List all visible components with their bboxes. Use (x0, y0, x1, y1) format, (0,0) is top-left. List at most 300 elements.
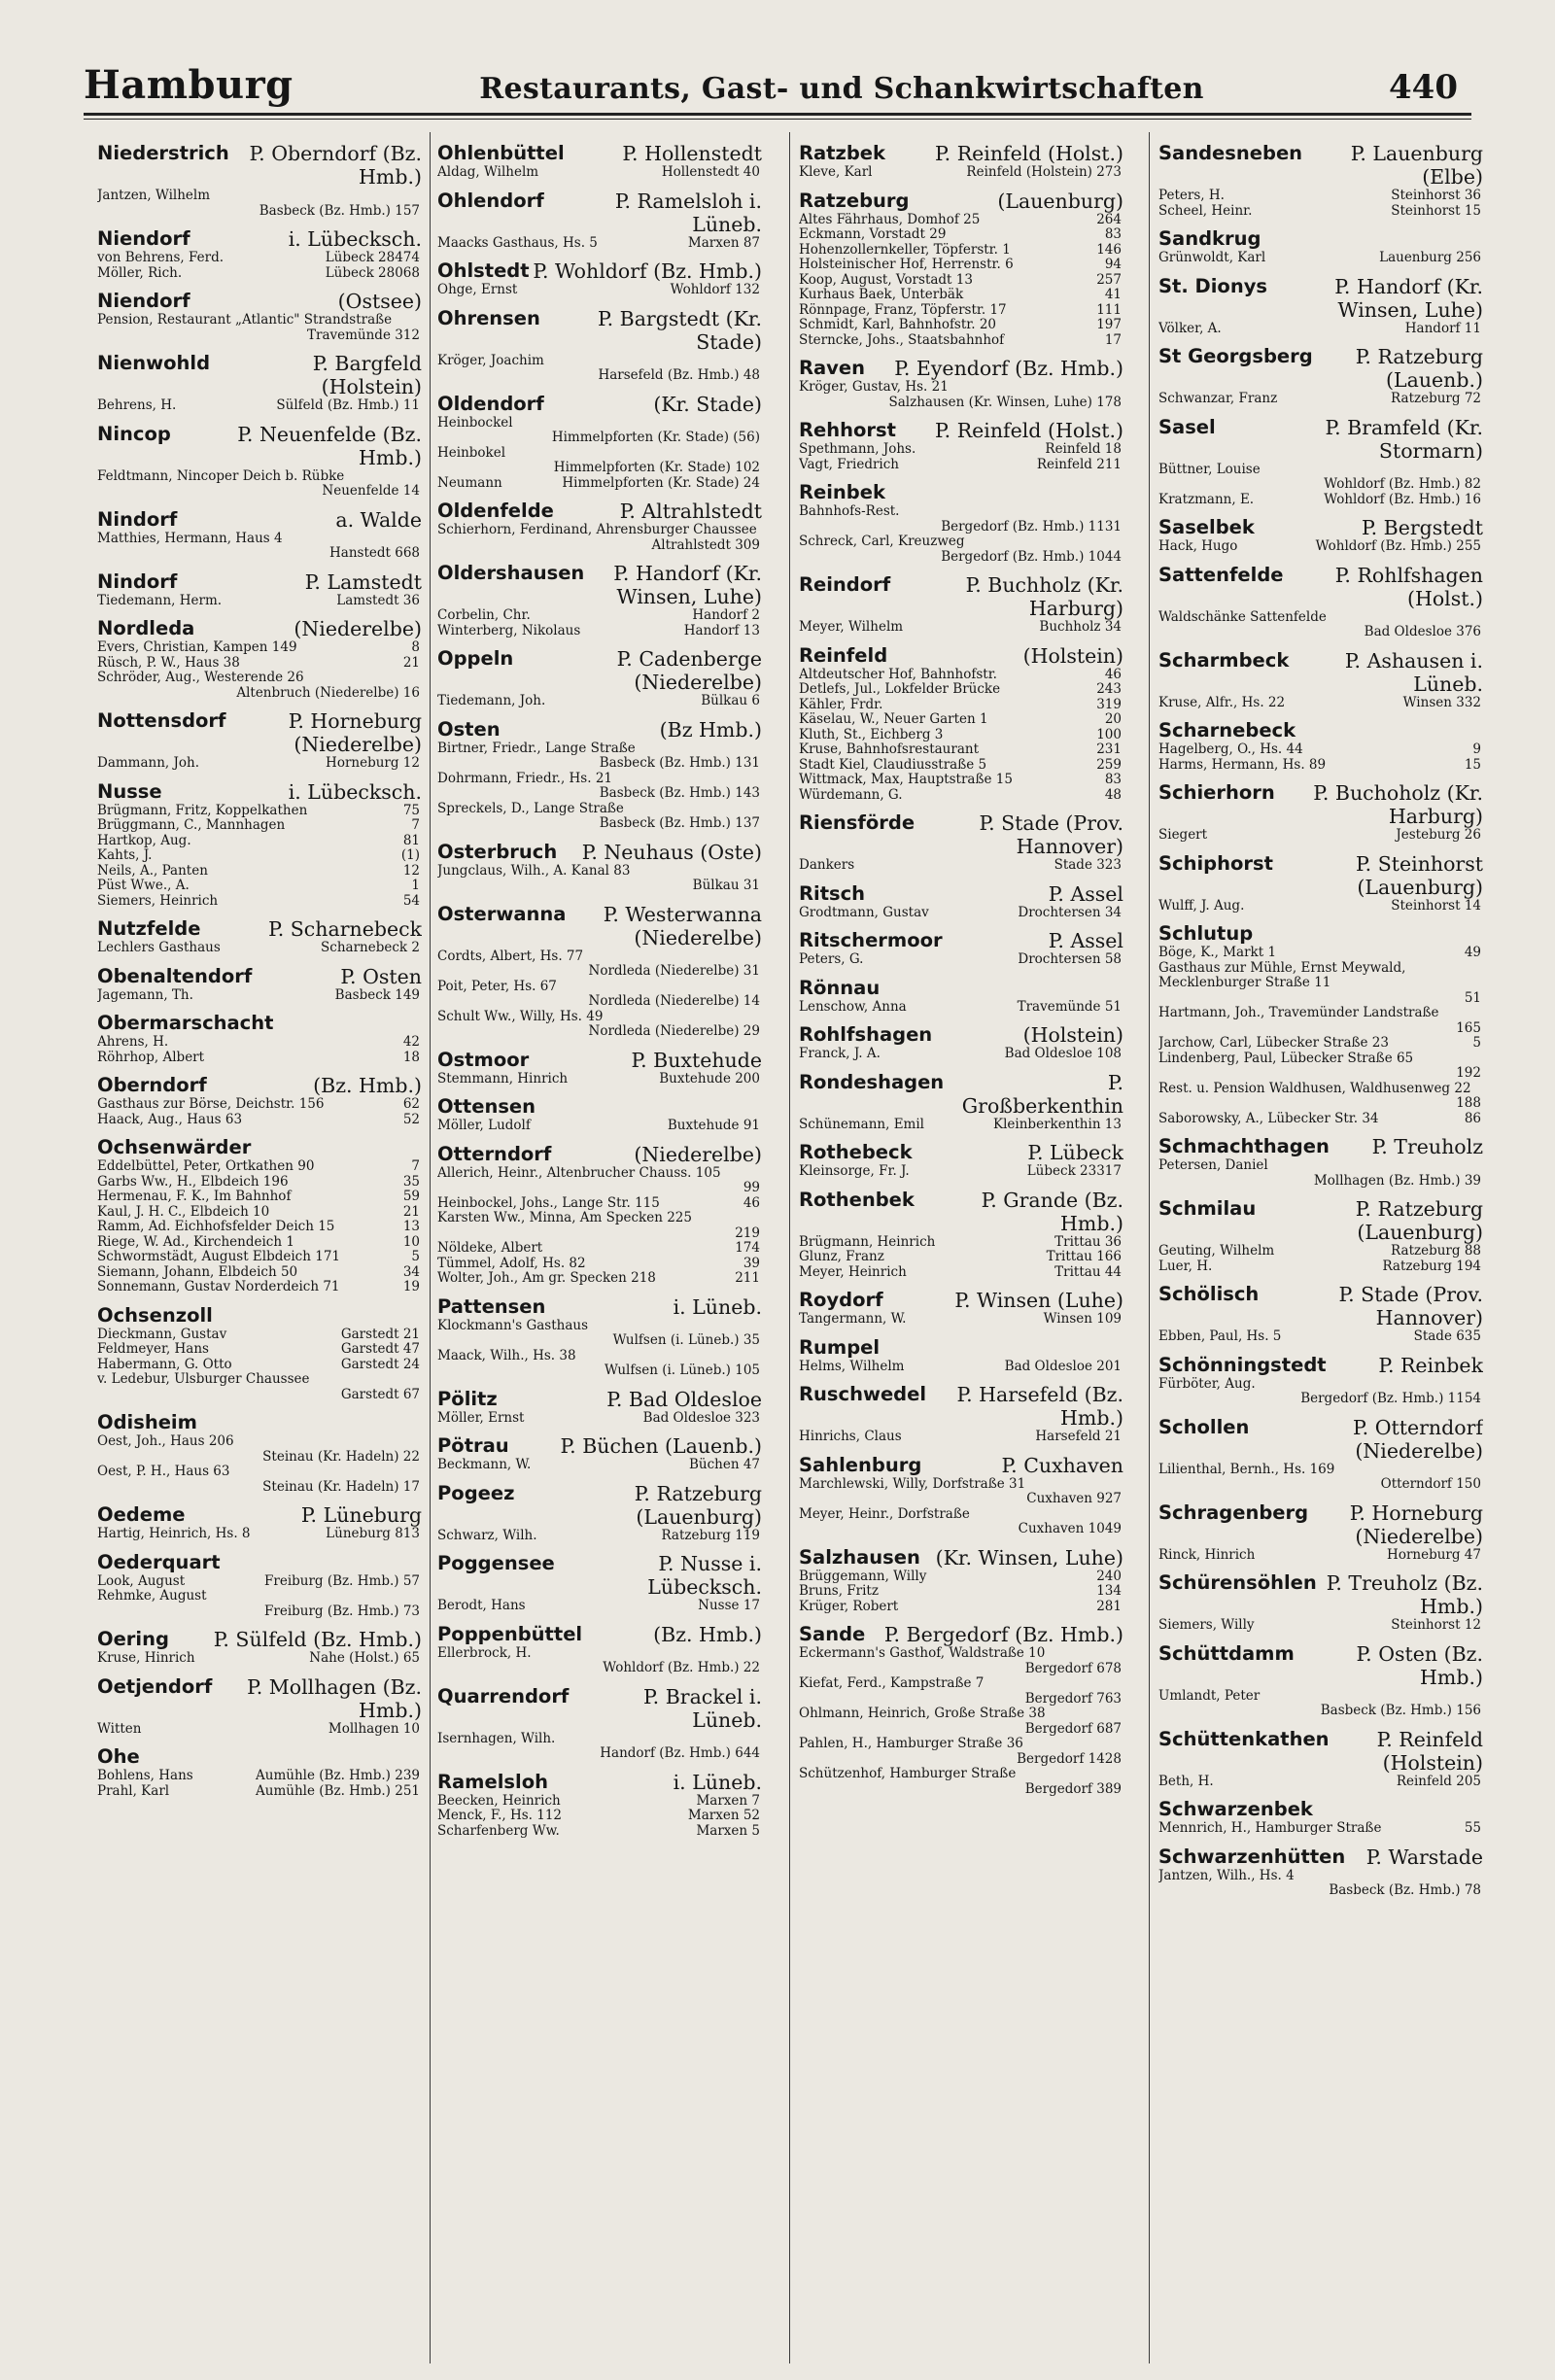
entry-name: Ellerbrock, H. (437, 1644, 532, 1661)
town-heading (97, 965, 422, 988)
directory-entry (799, 1250, 1123, 1265)
town-name: Otterndorf (437, 1142, 552, 1165)
town-section (1158, 564, 1483, 640)
entry-name: Beecken, Heinrich (437, 1792, 561, 1809)
town-section (1158, 227, 1483, 266)
directory-entry (437, 1349, 762, 1379)
town-heading (1158, 852, 1483, 899)
town-heading (799, 481, 1123, 504)
directory-entry (799, 458, 1123, 473)
town-postal-note: (Bz Hmb.) (659, 717, 762, 742)
entry-name: Siemers, Heinrich (97, 892, 219, 909)
directory-entry (799, 213, 1123, 228)
directory-entry (437, 1319, 762, 1349)
directory-entry (97, 1574, 422, 1590)
entry-name: Siemers, Willy (1158, 1617, 1255, 1633)
town-name: Schierhorn (1158, 781, 1275, 804)
town-heading (437, 1095, 762, 1119)
town-heading (437, 1552, 762, 1599)
directory-entry (97, 818, 422, 834)
town-heading (97, 1411, 422, 1434)
town-heading (1158, 142, 1483, 189)
entry-name: Bohlens, Hans (97, 1768, 193, 1783)
town-section (437, 142, 762, 181)
directory-entry (97, 594, 422, 609)
entry-phone: Steinhorst 15 (1391, 202, 1481, 219)
town-postal-note: P. Cadenberge (Niederelbe) (616, 647, 762, 694)
entry-phone: Sülfeld (Bz. Hmb.) 11 (276, 397, 420, 413)
directory-entry (799, 1477, 1123, 1507)
directory-entry (799, 682, 1123, 698)
town-name: Schwarzenbek (1158, 1798, 1313, 1820)
town-name: Schüttdamm (1158, 1641, 1295, 1665)
directory-entry (799, 227, 1123, 243)
directory-entry (1158, 1821, 1483, 1837)
entry-name: Siemann, Johann, Elbdeich 50 (97, 1263, 298, 1280)
town-postal-note: P. Otterndorf (Niederelbe) (1353, 1415, 1483, 1463)
town-section (799, 1189, 1123, 1281)
directory-entry (799, 773, 1123, 788)
town-postal-note: P. Sülfeld (Bz. Hmb.) (213, 1628, 422, 1651)
entry-phone: Otterndorf 150 (1380, 1476, 1481, 1492)
directory-entry (97, 640, 422, 656)
town-name: Ochsenzoll (97, 1303, 213, 1327)
town-heading (97, 1074, 422, 1097)
town-section (799, 573, 1123, 636)
directory-entry (1158, 189, 1483, 204)
town-name: Rumpel (799, 1335, 881, 1359)
town-postal-note: P. Bargstedt (Kr. Stade) (597, 306, 762, 354)
town-section (1158, 1798, 1483, 1837)
town-heading (799, 1336, 1123, 1360)
town-heading (1158, 1642, 1483, 1689)
entry-name: Evers, Christian, Kampen 149 (97, 639, 297, 655)
town-heading (1158, 345, 1483, 392)
directory-entry (799, 535, 1123, 565)
directory-entry (1158, 1259, 1483, 1275)
entry-phone: Bergedorf (Bz. Hmb.) 1044 (941, 548, 1122, 565)
entry-phone: Bergedorf 389 (1024, 1780, 1122, 1797)
directory-entry (799, 1118, 1123, 1133)
directory-entry (1158, 1052, 1483, 1082)
entry-phone: Marxen 87 (687, 234, 760, 251)
entry-phone: Altrahlstedt 309 (651, 536, 760, 553)
town-heading (437, 1049, 762, 1072)
entry-phone: Basbeck (Bz. Hmb.) 78 (1329, 1882, 1481, 1898)
town-postal-note: (Ostsee) (337, 290, 422, 313)
town-section (437, 903, 762, 1040)
entry-phone: Salzhausen (Kr. Winsen, Luhe) 178 (888, 394, 1122, 410)
town-name: Nusse (97, 779, 162, 803)
entry-name: Möller, Ernst (437, 1409, 525, 1426)
town-postal-note: P. Altrahlstedt (619, 500, 762, 523)
town-section (97, 1551, 422, 1620)
entry-name: Hermenau, F. K., Im Bahnhof (97, 1189, 292, 1204)
entry-phone: 231 (1096, 742, 1122, 757)
entry-phone: Harsefeld 21 (1035, 1429, 1122, 1444)
directory-entry (437, 624, 762, 639)
town-section (1158, 649, 1483, 711)
town-section (1158, 1728, 1483, 1790)
town-heading (799, 977, 1123, 1000)
entry-name: Beth, H. (1158, 1773, 1214, 1789)
town-postal-note: P. Harsefeld (Bz. Hmb.) (956, 1383, 1123, 1430)
town-heading (1158, 1135, 1483, 1158)
town-name: Nincop (97, 422, 171, 445)
entry-phone: Steinau (Kr. Hadeln) 22 (262, 1448, 420, 1465)
entry-name: Kurhaus Baek, Unterbäk (799, 287, 964, 302)
town-name: Schwarzenhütten (1158, 1845, 1346, 1868)
directory-entry (437, 446, 762, 476)
town-heading (437, 1482, 762, 1529)
entry-name: Mennrich, H., Hamburger Straße (1158, 1820, 1382, 1836)
town-name: Pölitz (437, 1387, 498, 1410)
town-section (97, 570, 422, 609)
town-postal-note: P. Buchholz (Kr. Harburg) (965, 573, 1123, 620)
entry-name: Jantzen, Wilhelm (97, 188, 211, 203)
town-name: Roydorf (799, 1289, 883, 1311)
directory-entry (97, 1113, 422, 1128)
entry-phone: 12 (402, 862, 420, 879)
entry-phone: 7 (411, 1158, 420, 1174)
directory-entry (437, 1732, 762, 1762)
directory-entry (97, 656, 422, 672)
town-name: Reinbek (799, 481, 885, 503)
town-section (437, 307, 762, 384)
town-section (437, 393, 762, 492)
town-section (97, 1628, 422, 1667)
town-heading (1158, 781, 1483, 828)
directory-entry (799, 165, 1123, 181)
entry-name: Dankers (799, 857, 855, 873)
town-section (799, 1289, 1123, 1328)
column-divider (789, 132, 790, 2363)
entry-phone: 8 (411, 639, 420, 655)
town-heading (1158, 1571, 1483, 1618)
entry-phone: Steinhorst 12 (1391, 1617, 1481, 1633)
entry-name: Tiedemann, Joh. (437, 693, 546, 708)
entry-phone: Garstedt 21 (340, 1326, 420, 1342)
town-section (1158, 516, 1483, 555)
entry-name: Gasthaus zur Mühle, Ernst Meywald, Mecklenburger Straße 11 (1158, 959, 1406, 990)
town-section (799, 929, 1123, 968)
town-section (799, 1071, 1123, 1133)
entry-name: Petersen, Daniel (1158, 1157, 1268, 1173)
entry-name: Rest. u. Pension Waldhusen, Waldhusenweg 22 (1158, 1080, 1471, 1096)
town-postal-note: P. Ratzeburg (Lauenb.) (1355, 345, 1483, 392)
entry-phone: 240 (1096, 1568, 1122, 1584)
entry-name: Sonnemann, Gustav Norderdeich 71 (97, 1279, 340, 1294)
entry-phone: Reinfeld 18 (1045, 441, 1122, 457)
entry-name: Neils, A., Panten (97, 862, 208, 879)
entry-phone: Drochtersen 34 (1018, 904, 1122, 920)
entry-phone: Trittau 166 (1046, 1249, 1122, 1264)
entry-phone: Bülkau 6 (701, 693, 760, 708)
town-postal-note: (Kr. Winsen, Luhe) (935, 1545, 1123, 1569)
entry-name: Koop, August, Vorstadt 13 (799, 271, 973, 288)
town-heading (97, 780, 422, 804)
town-section (799, 1023, 1123, 1062)
entry-name: Hartkop, Aug. (97, 832, 191, 848)
entry-name: Riege, W. Ad., Kirchendeich 1 (97, 1233, 294, 1250)
entry-phone: Lübeck 23317 (1026, 1163, 1122, 1179)
town-heading (437, 1434, 762, 1458)
town-postal-note: P. Osten (Bz. Hmb.) (1356, 1641, 1483, 1689)
entry-name: Heinbockel, Johs., Lange Str. 115 (437, 1194, 660, 1211)
directory-entry (97, 988, 422, 1004)
entry-name: Püst Wwe., A. (97, 878, 190, 893)
entry-phone: Freiburg (Bz. Hmb.) 57 (264, 1572, 420, 1589)
entry-phone: Bad Oldesloe 108 (1004, 1046, 1122, 1061)
entry-phone: 49 (1464, 945, 1481, 960)
town-name: Oederquart (97, 1550, 221, 1573)
entry-phone: Handorf (Bz. Hmb.) 644 (600, 1745, 760, 1761)
entry-name: Pension, Restaurant „Atlantic" Strandstraße (97, 312, 393, 328)
town-name: Poggensee (437, 1552, 555, 1574)
directory-entry (97, 1769, 422, 1784)
entry-phone: Kleinberkenthin 13 (993, 1116, 1122, 1132)
town-postal-note: (Niederelbe) (294, 617, 422, 640)
town-section (1158, 416, 1483, 508)
directory-entry (437, 236, 762, 252)
directory-entry (97, 251, 422, 266)
town-section (437, 841, 762, 894)
town-name: Schollen (1158, 1415, 1250, 1438)
directory-entry (799, 380, 1123, 410)
entry-phone: Bad Oldesloe 323 (642, 1409, 760, 1426)
town-name: Ohlstedt (437, 259, 530, 282)
entry-phone: 17 (1104, 331, 1122, 348)
town-heading (437, 841, 762, 864)
directory-entry (437, 864, 762, 894)
column-1 (97, 128, 422, 2363)
entry-name: Schützenhof, Hamburger Straße (799, 1766, 1017, 1781)
town-section (97, 1411, 422, 1495)
town-heading (437, 1388, 762, 1411)
entry-name: Ramm, Ad. Eichhofsfelder Deich 15 (97, 1219, 335, 1234)
town-heading (437, 500, 762, 523)
entry-phone: Bülkau 31 (692, 878, 760, 893)
directory-entry (1158, 1329, 1483, 1345)
entry-phone: Basbeck (Bz. Hmb.) 143 (599, 785, 760, 801)
town-name: Pattensen (437, 1294, 546, 1318)
entry-name: Vagt, Friedrich (799, 456, 900, 472)
directory-entry (799, 442, 1123, 458)
directory-entry (799, 788, 1123, 804)
directory-entry (437, 1196, 762, 1212)
directory-entry (799, 1047, 1123, 1062)
entry-phone: 100 (1096, 726, 1122, 742)
town-section (1158, 1501, 1483, 1564)
town-name: Nottensdorf (97, 709, 226, 732)
town-section (437, 1623, 762, 1676)
town-postal-note: P. Scharnebeck (268, 917, 422, 941)
directory-entry (799, 758, 1123, 774)
directory-entry (437, 354, 762, 384)
town-section (437, 190, 762, 252)
town-postal-note: P. Eyendorf (Bz. Hmb.) (894, 357, 1123, 380)
town-postal-note: P. Ratzeburg (Lauenburg) (634, 1481, 762, 1529)
town-name: Ramelsloh (437, 1770, 548, 1793)
town-name: Rohlfshagen (799, 1023, 933, 1046)
town-heading (1158, 649, 1483, 696)
town-heading (97, 227, 422, 251)
town-heading (799, 1289, 1123, 1312)
town-heading (437, 647, 762, 694)
entry-phone: Steinhorst 14 (1391, 897, 1481, 914)
directory-entry (437, 1010, 762, 1040)
town-heading (437, 393, 762, 416)
entry-phone: Garstedt 67 (340, 1386, 420, 1402)
entry-phone: Lauenburg 256 (1379, 250, 1481, 265)
directory-entry (799, 906, 1123, 921)
town-postal-note: P. Stade (Prov. Hannover) (1338, 1283, 1483, 1329)
entry-name: Brüggmann, C., Mannhagen (97, 817, 286, 833)
town-heading (437, 1685, 762, 1732)
entry-name: Spreckels, D., Lange Straße (437, 800, 624, 816)
entry-name: Neumann (437, 474, 502, 491)
town-heading (437, 307, 762, 354)
directory-entry (1158, 251, 1483, 266)
entry-phone: 41 (1104, 287, 1122, 302)
entry-name: Sterncke, Johs., Staatsbahnhof (799, 331, 1005, 348)
entry-phone: Nordleda (Niederelbe) 31 (588, 963, 760, 979)
entry-phone: Buxtehude 200 (659, 1070, 760, 1087)
town-postal-note: P. Oberndorf (Bz. Hmb.) (249, 142, 422, 189)
entry-name: Winterberg, Nikolaus (437, 622, 581, 638)
town-heading (97, 1304, 422, 1328)
column-divider (1149, 132, 1150, 2363)
entry-phone: Travemünde 51 (1017, 998, 1122, 1015)
entry-name: Gasthaus zur Börse, Deichstr. 156 (97, 1096, 325, 1112)
entry-phone: 13 (402, 1219, 420, 1234)
town-section (97, 508, 422, 562)
entry-name: Krüger, Robert (799, 1598, 899, 1614)
town-section (1158, 719, 1483, 773)
town-name: Rehhorst (799, 419, 896, 441)
entry-name: Lechlers Gasthaus (97, 940, 221, 955)
directory-entry (799, 1676, 1123, 1707)
town-postal-note: P. Neuenfelde (Bz. Hmb.) (237, 422, 422, 469)
town-name: Ohrensen (437, 306, 540, 329)
town-section (1158, 142, 1483, 219)
entry-phone: Mollhagen 10 (328, 1720, 420, 1737)
town-postal-note: P. Grande (Bz. Hmb.) (981, 1188, 1123, 1235)
entry-phone: 39 (743, 1255, 760, 1271)
entry-phone: Bergedorf 1428 (1017, 1750, 1122, 1767)
entry-phone: 62 (402, 1096, 420, 1112)
town-heading (97, 709, 422, 756)
town-postal-note: P. Lübeck (1027, 1141, 1123, 1164)
entry-name: Umlandt, Peter (1158, 1687, 1261, 1704)
entry-phone: Nusse 17 (698, 1598, 760, 1613)
directory-entry (97, 1280, 422, 1295)
town-heading (1158, 516, 1483, 539)
directory-entry (1158, 1377, 1483, 1407)
town-heading (799, 882, 1123, 906)
town-postal-note: i. Lüneb. (673, 1294, 762, 1319)
directory-entry (97, 1372, 422, 1402)
entry-name: Schünemann, Emil (799, 1116, 924, 1132)
entry-name: Oest, P. H., Haus 63 (97, 1464, 230, 1479)
entry-name: Kluth, St., Eichberg 3 (799, 726, 944, 742)
town-section (799, 1336, 1123, 1375)
entry-phone: Bergedorf (Bz. Hmb.) 1154 (1300, 1391, 1481, 1406)
entry-name: Schröder, Aug., Westerende 26 (97, 670, 304, 685)
entry-name: Kröger, Joachim (437, 352, 544, 368)
town-name: Scharnebeck (1158, 719, 1296, 742)
entry-name: Isernhagen, Wilh. (437, 1730, 556, 1746)
directory-entry (437, 476, 762, 492)
entry-phone: 48 (1104, 786, 1122, 803)
entry-name: Kratzmann, E. (1158, 491, 1255, 507)
town-section (1158, 345, 1483, 407)
directory-entry (1158, 1618, 1483, 1634)
entry-name: Dammann, Joh. (97, 755, 200, 771)
entry-phone: 319 (1096, 696, 1122, 712)
directory-entry (799, 1360, 1123, 1375)
town-section (437, 718, 762, 832)
entry-phone: Hollenstedt 40 (661, 164, 760, 180)
entry-phone: Travemünde 312 (306, 327, 420, 343)
town-name: Ratzeburg (799, 189, 910, 212)
town-heading (437, 1295, 762, 1319)
town-heading (799, 1546, 1123, 1569)
directory-entry (437, 949, 762, 980)
town-postal-note: P. Steinhorst (Lauenburg) (1356, 851, 1483, 899)
town-name: Schölisch (1158, 1283, 1260, 1305)
directory-entry (437, 1271, 762, 1287)
entry-name: Glunz, Franz (799, 1249, 884, 1264)
entry-name: Ebben, Paul, Hs. 5 (1158, 1328, 1282, 1344)
town-section (437, 647, 762, 709)
directory-entry (97, 1051, 422, 1066)
town-name: Niederstrich (97, 142, 229, 164)
entry-name: Grodtmann, Gustav (799, 904, 929, 920)
directory-entry (799, 1707, 1123, 1737)
entry-name: Matthies, Hermann, Haus 4 (97, 530, 283, 546)
entry-name: Büttner, Louise (1158, 461, 1261, 477)
town-section (1158, 275, 1483, 337)
town-postal-note: P. Assel (1048, 881, 1123, 906)
entry-name: Rönnpage, Franz, Töpferstr. 17 (799, 301, 1007, 318)
directory-entry (799, 303, 1123, 319)
entry-name: Hohenzollernkeller, Töpferstr. 1 (799, 241, 1011, 258)
town-name: Rondeshagen (799, 1070, 945, 1093)
town-section (97, 617, 422, 701)
directory-entry (799, 288, 1123, 303)
directory-entry (97, 1250, 422, 1265)
town-heading (799, 1383, 1123, 1430)
town-section (1158, 1135, 1483, 1189)
town-heading (1158, 275, 1483, 322)
town-section (97, 1012, 422, 1065)
directory-entry (799, 504, 1123, 535)
header-city: Hamburg (84, 62, 294, 108)
town-name: Raven (799, 357, 865, 379)
town-heading (1158, 1283, 1483, 1329)
entry-name: Dieckmann, Gustav (97, 1326, 227, 1342)
directory-entry (1158, 1244, 1483, 1259)
entry-name: Kruse, Bahnhofsrestaurant (799, 742, 979, 757)
town-postal-note: P. Reinfeld (Holst.) (935, 419, 1123, 442)
town-section (97, 142, 422, 219)
town-section (437, 1095, 762, 1134)
directory-entry (799, 1584, 1123, 1600)
town-section (1158, 1197, 1483, 1274)
town-postal-note: P. Lamstedt (304, 569, 422, 594)
directory-entry (799, 698, 1123, 713)
